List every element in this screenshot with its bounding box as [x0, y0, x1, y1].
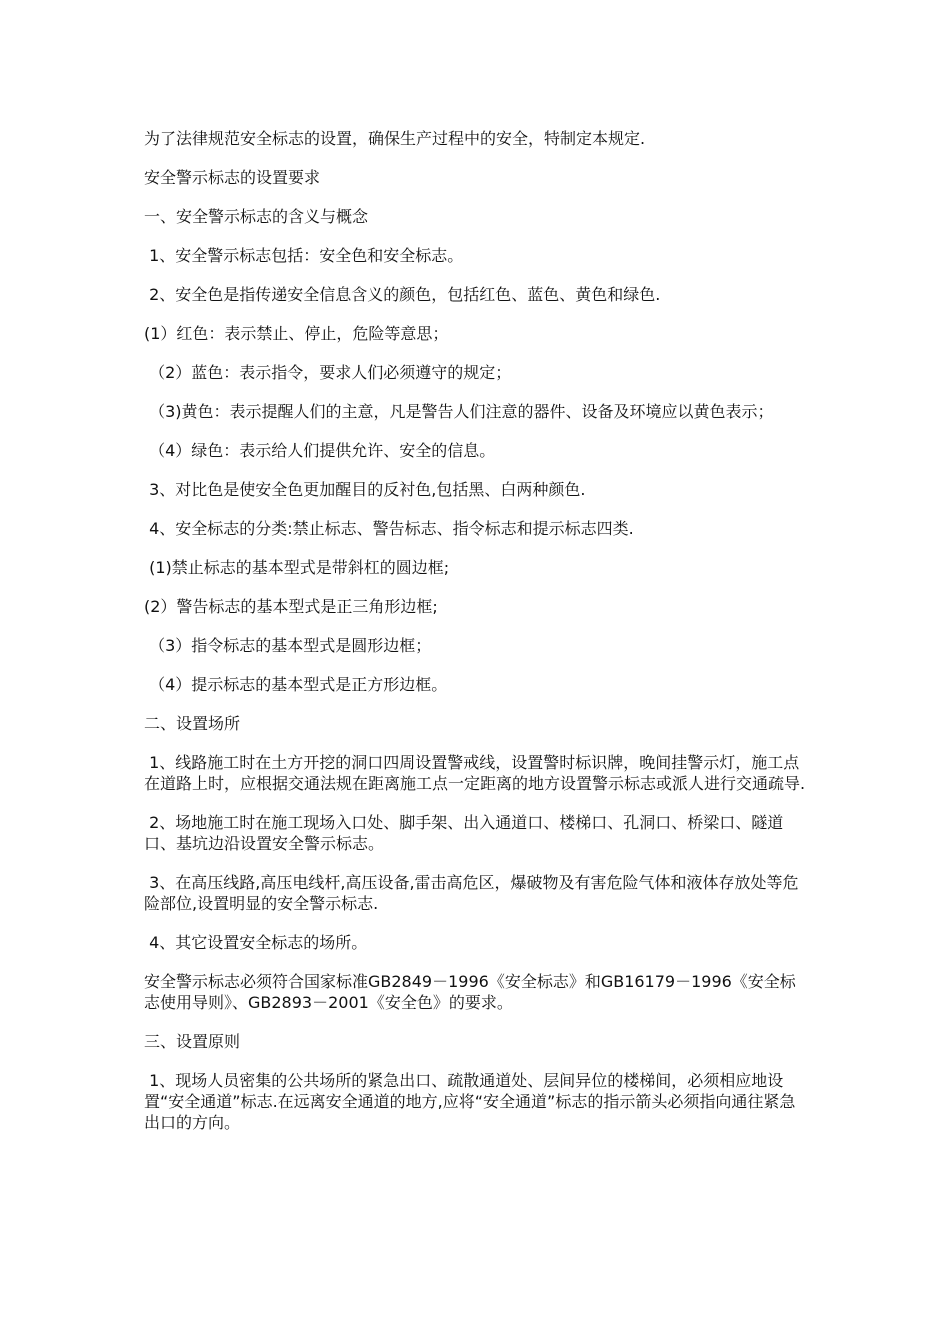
paragraph-2-1: 1、线路施工时在土方开挖的洞口四周设置警戒线，设置警时标识牌，晚间挂警示灯，施工点在道路上时，应根据交通法规在距离施工点一定距离的地方设置警示标志或派人进行交通疏导. — [144, 753, 806, 793]
section-title-requirements: 安全警示标志的设置要求 — [144, 168, 321, 187]
paragraph-1-1: 1、安全警示标志包括：安全色和安全标志。 — [144, 246, 464, 265]
list-item-green: （4）绿色：表示给人们提供允许、安全的信息。 — [144, 441, 496, 460]
standards-paragraph: 安全警示标志必须符合国家标准GB2849－1996《安全标志》和GB16179－1996《安全标志使用导则》、GB2893－2001《安全色》的要求。 — [144, 972, 796, 1012]
list-item-warning: (2）警告标志的基本型式是正三角形边框; — [144, 597, 438, 616]
paragraph-1-4: 4、安全标志的分类:禁止标志、警告标志、指令标志和提示标志四类. — [144, 519, 634, 538]
paragraph-1-3: 3、对比色是使安全色更加醒目的反衬色,包括黑、白两种颜色. — [144, 480, 586, 499]
paragraph-2-3: 3、在高压线路,高压电线杆,高压设备,雷击高危区，爆破物及有害危险气体和液体存放处等危险部位,设置明显的安全警示标志. — [144, 873, 799, 913]
paragraph-3-1: 1、现场人员密集的公共场所的紧急出口、疏散通道处、层间异位的楼梯间，必须相应地设置“安全通道”标志.在远离安全通道的地方,应将“安全通道”标志的指示箭头必须指向通往紧急出口的方向。 — [144, 1071, 796, 1132]
list-item-instruction: （3）指令标志的基本型式是圆形边框； — [144, 636, 432, 655]
list-item-information: （4）提示标志的基本型式是正方形边框。 — [144, 675, 448, 694]
section-heading-2: 二、设置场所 — [144, 714, 241, 733]
intro-paragraph: 为了法律规范安全标志的设置，确保生产过程中的安全，特制定本规定. — [144, 129, 646, 148]
section-heading-3: 三、设置原则 — [144, 1032, 241, 1051]
section-heading-1: 一、安全警示标志的含义与概念 — [144, 207, 369, 226]
document-body — [144, 128, 809, 1151]
paragraph-2-2: 2、场地施工时在施工现场入口处、脚手架、出入通道口、楼梯口、孔洞口、桥梁口、隧道口、基坑边沿设置安全警示标志。 — [144, 813, 784, 853]
paragraph-2-4: 4、其它设置安全标志的场所。 — [144, 933, 368, 952]
list-item-red: (1）红色：表示禁止、停止，危险等意思； — [144, 324, 449, 343]
paragraph-1-2: 2、安全色是指传递安全信息含义的颜色，包括红色、蓝色、黄色和绿色. — [144, 285, 661, 304]
list-item-prohibition: (1)禁止标志的基本型式是带斜杠的圆边框; — [144, 558, 450, 577]
list-item-yellow: （3)黄色：表示提醒人们的主意，凡是警告人们注意的器件、设备及环境应以黄色表示； — [144, 402, 774, 421]
list-item-blue: （2）蓝色：表示指令，要求人们必须遵守的规定； — [144, 363, 512, 382]
